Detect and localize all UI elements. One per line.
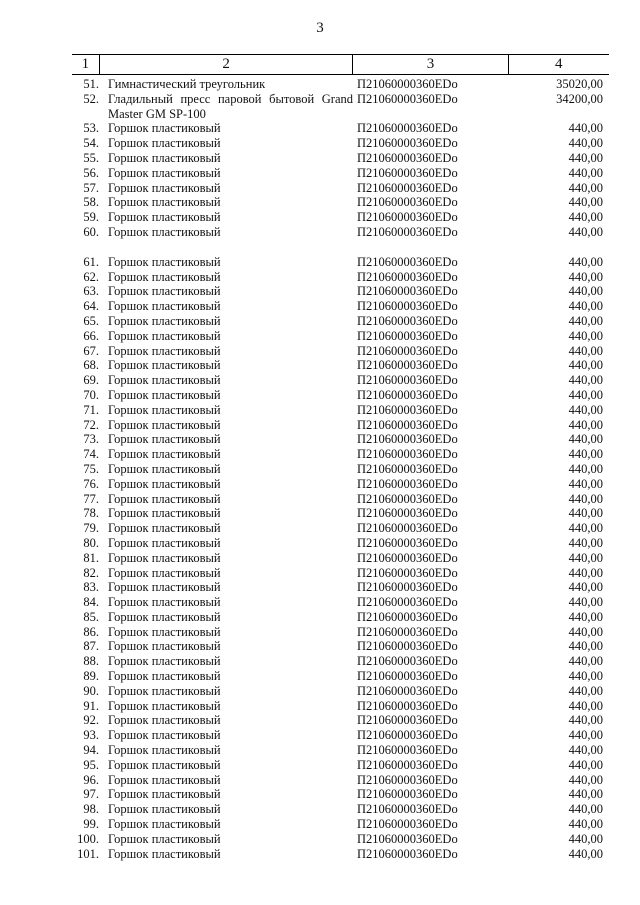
table-row	[72, 551, 609, 566]
table-row	[72, 255, 609, 270]
item-price: 440,00	[568, 624, 603, 639]
item-price: 440,00	[568, 299, 603, 314]
table-row	[72, 77, 609, 92]
item-code: П21060000360EDo	[357, 802, 458, 817]
table-row	[72, 225, 609, 240]
item-name: Горшок пластиковый	[108, 743, 221, 758]
item-code: П21060000360EDo	[357, 136, 458, 151]
table-row	[72, 344, 609, 359]
item-price: 440,00	[568, 150, 603, 165]
table-row	[72, 625, 609, 640]
item-code: П21060000360EDo	[357, 639, 458, 654]
table-row	[72, 847, 609, 862]
table-row	[72, 477, 609, 492]
item-name: Горшок пластиковый	[108, 461, 221, 476]
item-name: Горшок пластиковый	[108, 180, 221, 195]
table-row	[72, 802, 609, 817]
table-row	[72, 492, 609, 507]
items-table	[72, 54, 609, 861]
table-header	[72, 54, 609, 75]
item-name: Горшок пластиковый	[108, 254, 221, 269]
item-price: 440,00	[568, 817, 603, 832]
item-name: Горшок пластиковый	[108, 136, 221, 151]
row-number: 57.	[83, 180, 99, 195]
item-name: Горшок пластиковый	[108, 210, 221, 225]
header-col-2: 2	[100, 55, 354, 74]
item-code: П21060000360EDo	[357, 831, 458, 846]
item-price: 440,00	[568, 772, 603, 787]
item-code: П21060000360EDo	[357, 343, 458, 358]
row-number: 70.	[83, 387, 99, 402]
row-number: 60.	[83, 224, 99, 239]
row-number: 97.	[83, 787, 99, 802]
row-number: 79.	[83, 521, 99, 536]
table-row	[72, 462, 609, 477]
item-code: П21060000360EDo	[357, 373, 458, 388]
table-row	[72, 358, 609, 373]
item-code: П21060000360EDo	[357, 713, 458, 728]
row-number: 58.	[83, 195, 99, 210]
item-price: 440,00	[568, 224, 603, 239]
item-code: П21060000360EDo	[357, 269, 458, 284]
item-price: 34200,00	[556, 91, 603, 106]
item-code: П21060000360EDo	[357, 91, 458, 106]
item-price: 440,00	[568, 831, 603, 846]
row-number: 64.	[83, 299, 99, 314]
item-code: П21060000360EDo	[357, 358, 458, 373]
table-row	[72, 447, 609, 462]
item-price: 440,00	[568, 669, 603, 684]
item-name: Горшок пластиковый	[108, 802, 221, 817]
row-number: 69.	[83, 373, 99, 388]
item-name: Горшок пластиковый	[108, 402, 221, 417]
item-code: П21060000360EDo	[357, 476, 458, 491]
row-number: 67.	[83, 343, 99, 358]
table-row	[72, 418, 609, 433]
item-price: 440,00	[568, 269, 603, 284]
table-row	[72, 403, 609, 418]
item-name: Горшок пластиковый	[108, 654, 221, 669]
row-number: 62.	[83, 269, 99, 284]
item-price: 440,00	[568, 432, 603, 447]
item-code: П21060000360EDo	[357, 491, 458, 506]
item-price: 440,00	[568, 728, 603, 743]
row-number: 85.	[83, 609, 99, 624]
item-price: 440,00	[568, 609, 603, 624]
item-name: Горшок пластиковый	[108, 580, 221, 595]
table-row	[72, 817, 609, 832]
table-body	[72, 77, 609, 861]
item-price: 440,00	[568, 358, 603, 373]
row-number: 94.	[83, 743, 99, 758]
item-price: 440,00	[568, 639, 603, 654]
table-row	[72, 166, 609, 181]
item-code: П21060000360EDo	[357, 180, 458, 195]
item-code: П21060000360EDo	[357, 224, 458, 239]
table-row	[72, 639, 609, 654]
item-name: Горшок пластиковый	[108, 432, 221, 447]
item-code: П21060000360EDo	[357, 669, 458, 684]
row-number: 53.	[83, 121, 99, 136]
row-number: 91.	[83, 698, 99, 713]
item-name: Горшок пластиковый	[108, 476, 221, 491]
row-number: 92.	[83, 713, 99, 728]
item-price: 440,00	[568, 713, 603, 728]
row-number: 93.	[83, 728, 99, 743]
item-code: П21060000360EDo	[357, 299, 458, 314]
table-row	[72, 566, 609, 581]
item-price: 440,00	[568, 373, 603, 388]
page-number: 3	[316, 20, 324, 36]
item-price: 35020,00	[556, 77, 603, 91]
table-row	[72, 506, 609, 521]
item-name: Горшок пластиковый	[108, 521, 221, 536]
header-col-1: 1	[72, 55, 100, 74]
item-price: 440,00	[568, 491, 603, 506]
item-code: П21060000360EDo	[357, 402, 458, 417]
item-name: Горшок пластиковый	[108, 447, 221, 462]
row-number: 52.	[83, 91, 99, 106]
row-number: 95.	[83, 757, 99, 772]
table-row	[72, 151, 609, 166]
item-name: Горшок пластиковый	[108, 609, 221, 624]
item-code: П21060000360EDo	[357, 165, 458, 180]
item-name: Горшок пластиковый	[108, 284, 221, 299]
row-number: 75.	[83, 461, 99, 476]
item-price: 440,00	[568, 284, 603, 299]
item-code: П21060000360EDo	[357, 417, 458, 432]
item-price: 440,00	[568, 461, 603, 476]
header-col-4: 4	[555, 56, 563, 72]
item-name: Горшок пластиковый	[108, 728, 221, 743]
item-name: Горшок пластиковый	[108, 669, 221, 684]
table-row	[72, 314, 609, 329]
item-code: П21060000360EDo	[357, 521, 458, 536]
item-name: Горшок пластиковый	[108, 195, 221, 210]
table-row	[72, 388, 609, 403]
item-name: Горшок пластиковый	[108, 787, 221, 802]
table-row	[72, 284, 609, 299]
row-number: 81.	[83, 550, 99, 565]
item-name: Горшок пластиковый	[108, 387, 221, 402]
item-code: П21060000360EDo	[357, 195, 458, 210]
item-code: П21060000360EDo	[357, 595, 458, 610]
item-price: 440,00	[568, 136, 603, 151]
item-price: 440,00	[568, 654, 603, 669]
row-number: 56.	[83, 165, 99, 180]
item-code: П21060000360EDo	[357, 461, 458, 476]
item-code: П21060000360EDo	[357, 683, 458, 698]
row-number: 71.	[83, 402, 99, 417]
item-code: П21060000360EDo	[357, 609, 458, 624]
item-name: Горшок пластиковый	[108, 698, 221, 713]
table-row	[72, 713, 609, 728]
item-code: П21060000360EDo	[357, 506, 458, 521]
item-price: 440,00	[568, 447, 603, 462]
item-code: П21060000360EDo	[357, 757, 458, 772]
item-code: П21060000360EDo	[357, 313, 458, 328]
item-code: П21060000360EDo	[357, 846, 458, 861]
item-name: Горшок пластиковый	[108, 150, 221, 165]
item-code: П21060000360EDo	[357, 817, 458, 832]
item-price: 440,00	[568, 550, 603, 565]
item-price: 440,00	[568, 387, 603, 402]
item-code: П21060000360EDo	[357, 580, 458, 595]
table-row	[72, 299, 609, 314]
item-code: П21060000360EDo	[357, 387, 458, 402]
item-price: 440,00	[568, 802, 603, 817]
table-row	[72, 684, 609, 699]
row-number: 59.	[83, 210, 99, 225]
table-row	[72, 136, 609, 151]
row-number: 90.	[83, 683, 99, 698]
row-number: 76.	[83, 476, 99, 491]
item-name: Горшок пластиковый	[108, 846, 221, 861]
item-name: Горшок пластиковый	[108, 831, 221, 846]
item-price: 440,00	[568, 846, 603, 861]
table-row	[72, 210, 609, 225]
row-number: 82.	[83, 565, 99, 580]
item-price: 440,00	[568, 535, 603, 550]
table-row	[72, 699, 609, 714]
item-code: П21060000360EDo	[357, 787, 458, 802]
item-code: П21060000360EDo	[357, 743, 458, 758]
item-code: П21060000360EDo	[357, 121, 458, 136]
item-name: Горшок пластиковый	[108, 817, 221, 832]
row-number: 73.	[83, 432, 99, 447]
table-row	[72, 610, 609, 625]
item-code: П21060000360EDo	[357, 550, 458, 565]
row-number: 63.	[83, 284, 99, 299]
row-number: 65.	[83, 313, 99, 328]
item-name: Горшок пластиковый	[108, 713, 221, 728]
item-name: Горшок пластиковый	[108, 165, 221, 180]
row-number: 98.	[83, 802, 99, 817]
table-row	[72, 181, 609, 196]
row-number: 51.	[83, 77, 99, 91]
item-name: Горшок пластиковый	[108, 506, 221, 521]
item-price: 440,00	[568, 180, 603, 195]
row-number: 55.	[83, 150, 99, 165]
table-row	[72, 580, 609, 595]
row-number: 101.	[77, 846, 99, 861]
item-price: 440,00	[568, 313, 603, 328]
row-number: 84.	[83, 595, 99, 610]
table-row	[72, 595, 609, 610]
item-price: 440,00	[568, 476, 603, 491]
table-row	[72, 787, 609, 802]
row-number: 77.	[83, 491, 99, 506]
item-code: П21060000360EDo	[357, 328, 458, 343]
item-price: 440,00	[568, 698, 603, 713]
item-price: 440,00	[568, 757, 603, 772]
header-col-3: 3	[353, 55, 508, 74]
item-name: Горшок пластиковый	[108, 373, 221, 388]
item-name: Горшок пластиковый	[108, 757, 221, 772]
item-price: 440,00	[568, 195, 603, 210]
item-code: П21060000360EDo	[357, 210, 458, 225]
row-number: 87.	[83, 639, 99, 654]
row-number: 68.	[83, 358, 99, 373]
row-number: 89.	[83, 669, 99, 684]
row-number: 86.	[83, 624, 99, 639]
item-code: П21060000360EDo	[357, 254, 458, 269]
item-name: Горшок пластиковый	[108, 624, 221, 639]
item-name: Гимнастический треугольник	[108, 77, 266, 91]
table-row	[72, 669, 609, 684]
item-name: Горшок пластиковый	[108, 683, 221, 698]
row-number: 83.	[83, 580, 99, 595]
item-code: П21060000360EDo	[357, 432, 458, 447]
item-name: Горшок пластиковый	[108, 491, 221, 506]
item-name: Горшок пластиковый	[108, 358, 221, 373]
item-price: 440,00	[568, 165, 603, 180]
table-row	[72, 832, 609, 847]
table-row	[72, 536, 609, 551]
item-code: П21060000360EDo	[357, 150, 458, 165]
item-name: Горшок пластиковый	[108, 121, 221, 136]
table-row	[72, 654, 609, 669]
table-row	[72, 92, 609, 122]
table-row	[72, 773, 609, 788]
table-row	[72, 121, 609, 136]
item-name: Горшок пластиковый	[108, 313, 221, 328]
row-number: 54.	[83, 136, 99, 151]
item-price: 440,00	[568, 254, 603, 269]
table-row	[72, 432, 609, 447]
table-row	[72, 270, 609, 285]
item-name: Горшок пластиковый	[108, 550, 221, 565]
item-price: 440,00	[568, 506, 603, 521]
item-price: 440,00	[568, 121, 603, 136]
item-name: Гладильный пресс паровой бытовой Grand Master GM SP-100	[108, 91, 353, 121]
row-number: 100.	[77, 831, 99, 846]
item-price: 440,00	[568, 328, 603, 343]
item-code: П21060000360EDo	[357, 565, 458, 580]
item-price: 440,00	[568, 402, 603, 417]
item-name: Горшок пластиковый	[108, 224, 221, 239]
row-number: 74.	[83, 447, 99, 462]
item-code: П21060000360EDo	[357, 654, 458, 669]
item-code: П21060000360EDo	[357, 728, 458, 743]
item-name: Горшок пластиковый	[108, 299, 221, 314]
item-name: Горшок пластиковый	[108, 639, 221, 654]
row-number: 80.	[83, 535, 99, 550]
row-number: 66.	[83, 328, 99, 343]
item-code: П21060000360EDo	[357, 77, 458, 91]
row-number: 72.	[83, 417, 99, 432]
item-price: 440,00	[568, 787, 603, 802]
row-number: 96.	[83, 772, 99, 787]
item-code: П21060000360EDo	[357, 284, 458, 299]
table-row	[72, 758, 609, 773]
item-code: П21060000360EDo	[357, 698, 458, 713]
table-row	[72, 521, 609, 536]
item-code: П21060000360EDo	[357, 535, 458, 550]
table-row	[72, 743, 609, 758]
item-price: 440,00	[568, 565, 603, 580]
table-row	[72, 373, 609, 388]
item-price: 440,00	[568, 417, 603, 432]
table-row	[72, 195, 609, 210]
row-number: 61.	[83, 254, 99, 269]
item-code: П21060000360EDo	[357, 772, 458, 787]
item-price: 440,00	[568, 521, 603, 536]
row-number: 88.	[83, 654, 99, 669]
row-number: 78.	[83, 506, 99, 521]
item-code: П21060000360EDo	[357, 447, 458, 462]
item-name: Горшок пластиковый	[108, 343, 221, 358]
item-name: Горшок пластиковый	[108, 328, 221, 343]
table-row	[72, 329, 609, 344]
row-number: 99.	[83, 817, 99, 832]
item-name: Горшок пластиковый	[108, 535, 221, 550]
item-code: П21060000360EDo	[357, 624, 458, 639]
item-name: Горшок пластиковый	[108, 565, 221, 580]
item-price: 440,00	[568, 210, 603, 225]
item-price: 440,00	[568, 343, 603, 358]
item-name: Горшок пластиковый	[108, 595, 221, 610]
item-price: 440,00	[568, 595, 603, 610]
item-name: Горшок пластиковый	[108, 417, 221, 432]
item-price: 440,00	[568, 743, 603, 758]
item-name: Горшок пластиковый	[108, 772, 221, 787]
item-price: 440,00	[568, 683, 603, 698]
item-price: 440,00	[568, 580, 603, 595]
item-name: Горшок пластиковый	[108, 269, 221, 284]
table-row	[72, 728, 609, 743]
